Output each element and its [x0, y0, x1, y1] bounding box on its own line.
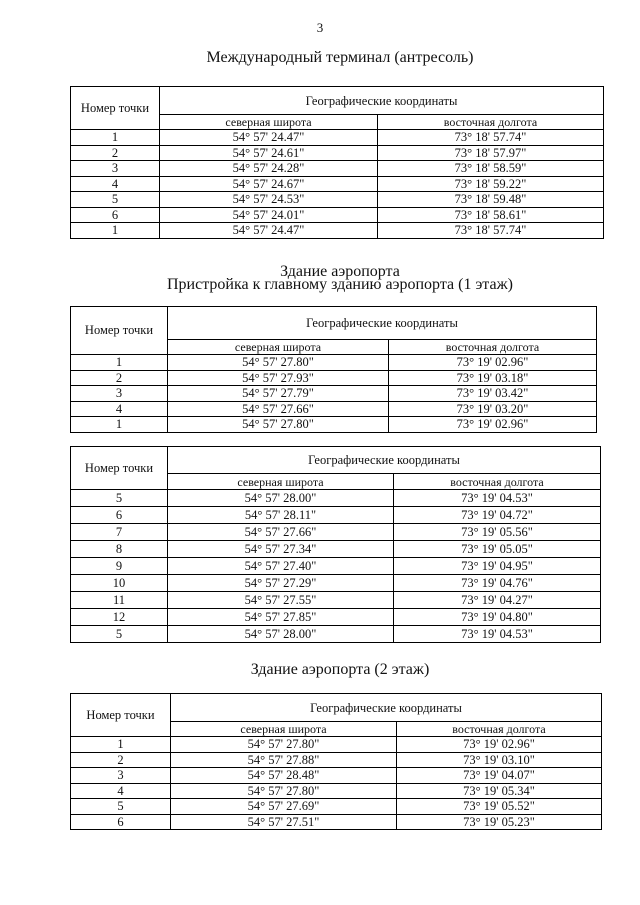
longitude-cell: 73° 19' 05.52"	[397, 799, 602, 815]
longitude-cell: 73° 19' 04.80"	[394, 609, 601, 626]
longitude-cell: 73° 19' 02.96"	[397, 737, 602, 753]
point-number-cell: 7	[71, 524, 168, 541]
table-body	[71, 355, 597, 433]
longitude-cell: 73° 19' 04.07"	[397, 768, 602, 784]
longitude-cell: 73° 19' 04.72"	[394, 507, 601, 524]
longitude-cell: 73° 19' 04.27"	[394, 592, 601, 609]
table-row	[71, 752, 602, 768]
latitude-cell: 54° 57' 27.80"	[168, 355, 389, 371]
latitude-cell: 54° 57' 27.55"	[168, 592, 394, 609]
coordinates-table	[70, 446, 601, 643]
table-row	[71, 355, 597, 371]
table-row	[71, 192, 604, 208]
table-row	[71, 814, 602, 830]
longitude-cell: 73° 18' 59.22"	[378, 176, 604, 192]
latitude-header: северная широта	[168, 340, 389, 355]
table-row	[71, 161, 604, 177]
point-number-cell: 6	[71, 507, 168, 524]
section-subheading: Пристройка к главному зданию аэропорта (1 этаж)	[167, 276, 513, 293]
point-number-header: Номер точки	[71, 447, 168, 490]
page-number: 3	[316, 20, 324, 35]
point-number-header: Номер точки	[71, 87, 160, 130]
longitude-header: восточная долгота	[378, 115, 604, 130]
longitude-cell: 73° 18' 57.74"	[378, 223, 604, 239]
longitude-cell: 73° 19' 02.96"	[389, 417, 597, 433]
point-number-cell: 4	[71, 401, 168, 417]
point-number-cell: 5	[71, 626, 168, 643]
table-body	[71, 737, 602, 830]
longitude-cell: 73° 19' 03.20"	[389, 401, 597, 417]
latitude-cell: 54° 57' 28.00"	[168, 490, 394, 507]
point-number-cell: 8	[71, 541, 168, 558]
point-number-cell: 10	[71, 575, 168, 592]
table-body	[71, 130, 604, 239]
geo-coordinates-header: Географические координаты	[168, 307, 597, 340]
point-number-cell: 3	[71, 768, 171, 784]
latitude-header: северная широта	[171, 722, 397, 737]
table-body	[71, 490, 601, 643]
point-number-cell: 12	[71, 609, 168, 626]
section-heading: Международный терминал (антресоль)	[206, 49, 474, 66]
point-number-cell: 2	[71, 752, 171, 768]
point-number-cell: 1	[71, 737, 171, 753]
latitude-cell: 54° 57' 24.67"	[160, 176, 378, 192]
latitude-cell: 54° 57' 24.01"	[160, 207, 378, 223]
table-row	[71, 176, 604, 192]
longitude-cell: 73° 19' 03.18"	[389, 370, 597, 386]
latitude-cell: 54° 57' 27.51"	[171, 814, 397, 830]
point-number-cell: 1	[71, 417, 168, 433]
table-row	[71, 370, 597, 386]
point-number-cell: 1	[71, 355, 168, 371]
longitude-cell: 73° 18' 57.74"	[378, 130, 604, 146]
table-row	[71, 145, 604, 161]
longitude-cell: 73° 19' 05.23"	[397, 814, 602, 830]
table-row	[71, 575, 601, 592]
table-row	[71, 768, 602, 784]
longitude-cell: 73° 19' 05.34"	[397, 783, 602, 799]
latitude-cell: 54° 57' 27.34"	[168, 541, 394, 558]
geo-coordinates-header: Географические координаты	[171, 694, 602, 722]
point-number-cell: 9	[71, 558, 168, 575]
latitude-cell: 54° 57' 24.47"	[160, 223, 378, 239]
point-number-header: Номер точки	[71, 307, 168, 355]
latitude-cell: 54° 57' 27.79"	[168, 386, 389, 402]
longitude-cell: 73° 19' 04.95"	[394, 558, 601, 575]
geo-coordinates-header: Географические координаты	[160, 87, 604, 115]
latitude-cell: 54° 57' 28.00"	[168, 626, 394, 643]
latitude-cell: 54° 57' 27.80"	[171, 737, 397, 753]
longitude-cell: 73° 19' 03.42"	[389, 386, 597, 402]
table-row	[71, 524, 601, 541]
table-row	[71, 223, 604, 239]
latitude-cell: 54° 57' 24.47"	[160, 130, 378, 146]
point-number-cell: 11	[71, 592, 168, 609]
section-heading: Здание аэропорта	[280, 263, 400, 280]
point-number-cell: 2	[71, 370, 168, 386]
longitude-cell: 73° 18' 58.61"	[378, 207, 604, 223]
table-row	[71, 626, 601, 643]
table-row	[71, 737, 602, 753]
latitude-cell: 54° 57' 27.29"	[168, 575, 394, 592]
point-number-cell: 5	[71, 490, 168, 507]
point-number-cell: 2	[71, 145, 160, 161]
table-row	[71, 799, 602, 815]
longitude-cell: 73° 19' 03.10"	[397, 752, 602, 768]
point-number-cell: 3	[71, 386, 168, 402]
point-number-cell: 5	[71, 799, 171, 815]
latitude-cell: 54° 57' 27.40"	[168, 558, 394, 575]
longitude-header: восточная долгота	[394, 474, 601, 490]
table-row	[71, 386, 597, 402]
longitude-cell: 73° 18' 58.59"	[378, 161, 604, 177]
latitude-cell: 54° 57' 27.80"	[171, 783, 397, 799]
longitude-cell: 73° 18' 57.97"	[378, 145, 604, 161]
longitude-cell: 73° 19' 05.56"	[394, 524, 601, 541]
latitude-cell: 54° 57' 27.69"	[171, 799, 397, 815]
longitude-cell: 73° 19' 05.05"	[394, 541, 601, 558]
point-number-cell: 6	[71, 814, 171, 830]
longitude-cell: 73° 19' 04.53"	[394, 626, 601, 643]
latitude-header: северная широта	[168, 474, 394, 490]
point-number-cell: 1	[71, 223, 160, 239]
point-number-cell: 4	[71, 176, 160, 192]
table-row	[71, 592, 601, 609]
table-row	[71, 783, 602, 799]
latitude-cell: 54° 57' 28.11"	[168, 507, 394, 524]
table-row	[71, 417, 597, 433]
coordinates-table	[70, 86, 604, 239]
latitude-cell: 54° 57' 27.93"	[168, 370, 389, 386]
point-number-cell: 5	[71, 192, 160, 208]
latitude-cell: 54° 57' 27.66"	[168, 401, 389, 417]
table-row	[71, 507, 601, 524]
table-row	[71, 401, 597, 417]
latitude-cell: 54° 57' 27.88"	[171, 752, 397, 768]
latitude-header: северная широта	[160, 115, 378, 130]
latitude-cell: 54° 57' 24.28"	[160, 161, 378, 177]
longitude-cell: 73° 18' 59.48"	[378, 192, 604, 208]
section-heading: Здание аэропорта (2 этаж)	[250, 661, 430, 678]
longitude-header: восточная долгота	[389, 340, 597, 355]
latitude-cell: 54° 57' 27.80"	[168, 417, 389, 433]
geo-coordinates-header: Географические координаты	[168, 447, 601, 474]
point-number-cell: 4	[71, 783, 171, 799]
table-row	[71, 609, 601, 626]
table-row	[71, 541, 601, 558]
longitude-cell: 73° 19' 02.96"	[389, 355, 597, 371]
latitude-cell: 54° 57' 24.61"	[160, 145, 378, 161]
point-number-cell: 3	[71, 161, 160, 177]
latitude-cell: 54° 57' 27.66"	[168, 524, 394, 541]
table-row	[71, 130, 604, 146]
longitude-cell: 73° 19' 04.53"	[394, 490, 601, 507]
point-number-cell: 1	[71, 130, 160, 146]
point-number-cell: 6	[71, 207, 160, 223]
latitude-cell: 54° 57' 28.48"	[171, 768, 397, 784]
coordinates-table	[70, 693, 602, 830]
coordinates-table	[70, 306, 597, 433]
point-number-header: Номер точки	[71, 694, 171, 737]
latitude-cell: 54° 57' 27.85"	[168, 609, 394, 626]
table-row	[71, 490, 601, 507]
latitude-cell: 54° 57' 24.53"	[160, 192, 378, 208]
longitude-cell: 73° 19' 04.76"	[394, 575, 601, 592]
table-row	[71, 207, 604, 223]
longitude-header: восточная долгота	[397, 722, 602, 737]
table-row	[71, 558, 601, 575]
